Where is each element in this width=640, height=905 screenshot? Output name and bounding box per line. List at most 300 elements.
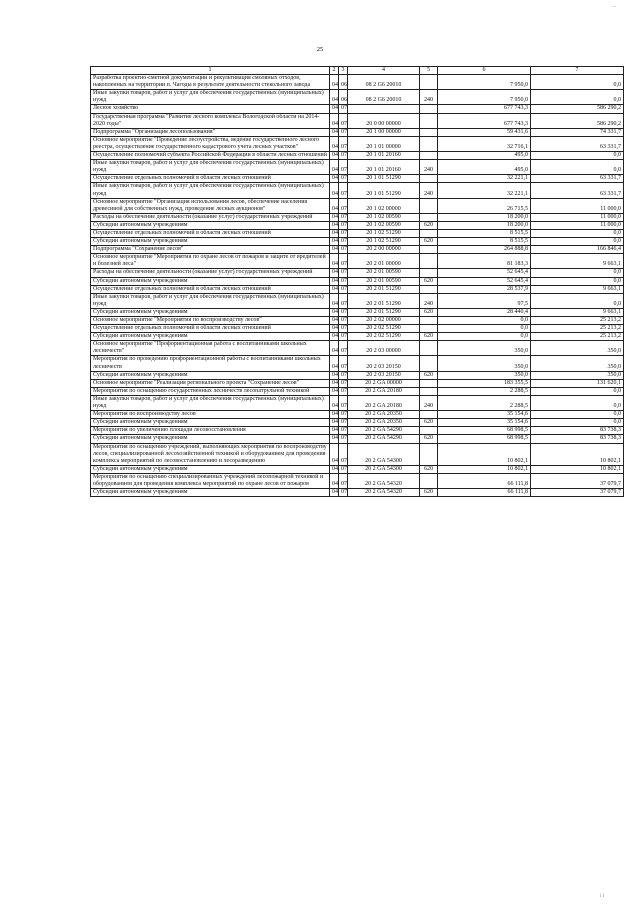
section-code: 04 [330, 246, 339, 254]
amount-col-7: 9 663,1 [531, 308, 624, 316]
amount-col-7: 166 846,4 [531, 246, 624, 254]
table-row [91, 293, 624, 308]
amount-col-7: 0,0 [531, 75, 624, 90]
amount-col-7: 74 331,7 [531, 128, 624, 136]
target-article-code: 20 1 01 51290 [348, 175, 420, 183]
table-row [91, 325, 624, 333]
section-code: 04 [330, 387, 339, 395]
target-article-code: 20 2 01 00000 [348, 254, 420, 269]
table-row [91, 387, 624, 395]
row-name: Иные закупки товаров, работ и услуг для обеспечения государственных (муниципальных) нужд [91, 160, 330, 175]
target-article-code: 20 1 02 51290 [348, 229, 420, 237]
amount-col-6: 7 950,0 [438, 75, 531, 90]
row-name: Субсидии автономным учреждениям [91, 465, 330, 473]
amount-col-6: 68 998,5 [438, 435, 531, 443]
target-article-code: 20 1 02 00590 [348, 221, 420, 229]
target-article-code: 20 2 03 20150 [348, 371, 420, 379]
amount-col-7: 10 802,1 [531, 443, 624, 465]
table-row [91, 136, 624, 151]
target-article-code: 20 2 GA 54300 [348, 465, 420, 473]
amount-col-6: 35 154,6 [438, 411, 531, 419]
table-row [91, 489, 624, 497]
amount-col-7: 63 331,7 [531, 175, 624, 183]
amount-col-7: 0,0 [531, 395, 624, 410]
amount-col-6: 10 802,1 [438, 443, 531, 465]
subsection-code: 06 [339, 75, 348, 90]
subsection-code: 07 [339, 341, 348, 356]
table-row [91, 419, 624, 427]
table-row [91, 379, 624, 387]
row-name: Субсидии автономным учреждениям [91, 308, 330, 316]
subsection-code: 07 [339, 473, 348, 488]
row-name: Основное мероприятие "Проведение лесоустройства, ведение государственного лесного реестра, осуществление государственного кадастрового учета лесных участков" [91, 136, 330, 151]
amount-col-6: 8 515,5 [438, 238, 531, 246]
row-name: Субсидии автономным учреждениям [91, 333, 330, 341]
corner-mark-bottom: i l [600, 894, 605, 899]
row-name: Субсидии автономным учреждениям [91, 489, 330, 497]
row-name: Государственная программа "Развитие лесного комплекса Вологодской области на 2014-2020 годы" [91, 113, 330, 128]
subsection-code: 07 [339, 229, 348, 237]
section-code: 04 [330, 152, 339, 160]
section-code: 04 [330, 269, 339, 277]
table-row [91, 175, 624, 183]
amount-col-6: 59 431,6 [438, 128, 531, 136]
amount-col-6: 677 743,3 [438, 105, 531, 113]
amount-col-6: 264 888,8 [438, 246, 531, 254]
section-code: 04 [330, 221, 339, 229]
amount-col-6: 32 221,1 [438, 183, 531, 198]
target-article-code: 20 1 01 20160 [348, 160, 420, 175]
expense-type-code [420, 128, 438, 136]
table-row [91, 308, 624, 316]
target-article-code: 08 2 G6 20010 [348, 75, 420, 90]
row-name: Основное мероприятие "Профориентационная работа с воспитанниками школьных лесничеств" [91, 341, 330, 356]
expense-type-code [420, 113, 438, 128]
section-code: 04 [330, 371, 339, 379]
table-row [91, 411, 624, 419]
column-header: 6 [438, 67, 531, 75]
target-article-code: 20 2 03 20150 [348, 356, 420, 371]
expense-type-code [420, 152, 438, 160]
expense-type-code: 240 [420, 160, 438, 175]
row-name: Иные закупки товаров, работ и услуг для обеспечения государственных (муниципальных) нужд [91, 395, 330, 410]
expense-type-code [420, 254, 438, 269]
expense-type-code [420, 341, 438, 356]
row-name: Осуществление отдельных полномочий в области лесных отношений [91, 229, 330, 237]
row-name: Субсидии автономным учреждениям [91, 238, 330, 246]
row-name: Мероприятия по оснащению государственных лесничеств лесопатрульной техникой [91, 387, 330, 395]
row-name: Осуществление отдельных полномочий в области лесных отношений [91, 325, 330, 333]
subsection-code: 07 [339, 269, 348, 277]
subsection-code: 07 [339, 379, 348, 387]
section-code: 04 [330, 105, 339, 113]
section-code: 04 [330, 213, 339, 221]
corner-mark-top: ... [612, 4, 616, 9]
section-code: 04 [330, 113, 339, 128]
section-code: 04 [330, 198, 339, 213]
subsection-code: 07 [339, 128, 348, 136]
expense-type-code: 620 [420, 465, 438, 473]
amount-col-6: 183 355,5 [438, 379, 531, 387]
subsection-code: 07 [339, 183, 348, 198]
section-code: 04 [330, 254, 339, 269]
table-row [91, 277, 624, 285]
column-header: 7 [531, 67, 624, 75]
row-name: Подпрограмма "Организация лесопользования" [91, 128, 330, 136]
expense-type-code [420, 269, 438, 277]
table-row [91, 128, 624, 136]
section-code: 04 [330, 435, 339, 443]
section-code: 04 [330, 411, 339, 419]
expense-type-code [420, 229, 438, 237]
row-name: Осуществление полномочий субъекта Российской Федерации в области лесных отношений [91, 152, 330, 160]
amount-col-6: 0,0 [438, 325, 531, 333]
table-row [91, 435, 624, 443]
amount-col-6: 66 111,8 [438, 489, 531, 497]
section-code: 04 [330, 183, 339, 198]
amount-col-6: 2 288,5 [438, 395, 531, 410]
target-article-code: 20 2 01 51290 [348, 293, 420, 308]
expense-type-code [420, 473, 438, 488]
table-row [91, 285, 624, 293]
target-article-code: 20 2 00 00000 [348, 246, 420, 254]
target-article-code: 20 1 00 00000 [348, 128, 420, 136]
table-row [91, 213, 624, 221]
amount-col-7: 37 079,7 [531, 473, 624, 488]
target-article-code: 20 1 01 00000 [348, 136, 420, 151]
subsection-code: 07 [339, 356, 348, 371]
expense-type-code: 240 [420, 395, 438, 410]
amount-col-7: 63 331,7 [531, 183, 624, 198]
section-code: 04 [330, 90, 339, 105]
table-row [91, 371, 624, 379]
expense-type-code: 240 [420, 293, 438, 308]
amount-col-6: 0,0 [438, 317, 531, 325]
expense-type-code [420, 198, 438, 213]
subsection-code: 07 [339, 317, 348, 325]
target-article-code: 20 2 02 51290 [348, 333, 420, 341]
row-name: Мероприятия по оснащению специализированных учреждений лесопожарной техникой и оборудованием для проведения комплекса мероприятий по охране лесов от пожаров [91, 473, 330, 488]
section-code: 04 [330, 333, 339, 341]
amount-col-7: 586 290,2 [531, 105, 624, 113]
subsection-code: 07 [339, 427, 348, 435]
column-header: 4 [348, 67, 420, 75]
column-header: 2 [330, 67, 339, 75]
table-row [91, 341, 624, 356]
expense-type-code: 620 [420, 419, 438, 427]
expense-type-code: 620 [420, 371, 438, 379]
subsection-code: 07 [339, 160, 348, 175]
subsection-code: 07 [339, 395, 348, 410]
section-code: 04 [330, 308, 339, 316]
amount-col-6: 350,0 [438, 341, 531, 356]
row-name: Субсидии автономным учреждениям [91, 419, 330, 427]
expense-type-code [420, 105, 438, 113]
amount-col-7: 83 738,3 [531, 435, 624, 443]
row-name: Разработка проектно-сметной документации и рекультивация смоляных отходов, накопленных на территории п. Чагоды в результате деятельности стекольного завода [91, 75, 330, 90]
target-article-code: 20 1 02 00590 [348, 213, 420, 221]
section-code: 04 [330, 277, 339, 285]
section-code: 04 [330, 293, 339, 308]
amount-col-7: 25 213,2 [531, 317, 624, 325]
subsection-code: 07 [339, 489, 348, 497]
amount-col-7: 10 802,1 [531, 465, 624, 473]
amount-col-7: 0,0 [531, 152, 624, 160]
table-row [91, 427, 624, 435]
amount-col-7: 131 620,1 [531, 379, 624, 387]
expense-type-code: 620 [420, 238, 438, 246]
subsection-code: 07 [339, 213, 348, 221]
subsection-code: 07 [339, 325, 348, 333]
table-row [91, 113, 624, 128]
amount-col-6: 7 950,0 [438, 90, 531, 105]
target-article-code: 20 2 GA 20180 [348, 387, 420, 395]
amount-col-7: 0,0 [531, 238, 624, 246]
subsection-code: 07 [339, 221, 348, 229]
target-article-code: 20 2 01 51290 [348, 308, 420, 316]
amount-col-6: 28 440,4 [438, 308, 531, 316]
subsection-code: 07 [339, 419, 348, 427]
amount-col-7: 0,0 [531, 229, 624, 237]
row-name: Мероприятия по проведению профориентационной работы с воспитанниками школьных лесничеств [91, 356, 330, 371]
section-code: 04 [330, 395, 339, 410]
amount-col-7: 0,0 [531, 277, 624, 285]
expense-type-code: 620 [420, 333, 438, 341]
section-code: 04 [330, 356, 339, 371]
target-article-code: 20 1 02 00000 [348, 198, 420, 213]
amount-col-7: 0,0 [531, 411, 624, 419]
section-code: 04 [330, 427, 339, 435]
amount-col-7: 11 000,0 [531, 198, 624, 213]
amount-col-6: 97,5 [438, 293, 531, 308]
column-header: 5 [420, 67, 438, 75]
amount-col-6: 350,0 [438, 371, 531, 379]
expense-type-code [420, 285, 438, 293]
amount-col-6: 32 716,1 [438, 136, 531, 151]
target-article-code [348, 105, 420, 113]
amount-col-7: 0,0 [531, 90, 624, 105]
table-row [91, 269, 624, 277]
expense-type-code [420, 427, 438, 435]
subsection-code: 07 [339, 113, 348, 128]
amount-col-7: 0,0 [531, 160, 624, 175]
amount-col-6: 52 645,4 [438, 277, 531, 285]
amount-col-6: 18 200,0 [438, 213, 531, 221]
row-name: Субсидии автономным учреждениям [91, 221, 330, 229]
row-name: Подпрограмма "Сохранение лесов" [91, 246, 330, 254]
target-article-code: 20 2 02 51290 [348, 325, 420, 333]
target-article-code: 20 2 01 51290 [348, 285, 420, 293]
section-code: 04 [330, 136, 339, 151]
table-row [91, 465, 624, 473]
subsection-code: 07 [339, 136, 348, 151]
expense-type-code [420, 175, 438, 183]
expense-type-code: 620 [420, 308, 438, 316]
table-row [91, 75, 624, 90]
row-name: Субсидии автономным учреждениям [91, 277, 330, 285]
subsection-code: 07 [339, 285, 348, 293]
table-row [91, 90, 624, 105]
amount-col-6: 350,0 [438, 356, 531, 371]
amount-col-7: 63 331,7 [531, 136, 624, 151]
target-article-code: 20 2 01 00590 [348, 269, 420, 277]
subsection-code: 07 [339, 254, 348, 269]
section-code: 04 [330, 379, 339, 387]
expense-type-code: 620 [420, 489, 438, 497]
subsection-code: 07 [339, 293, 348, 308]
row-name: Основное мероприятие "Реализация регионального проекта "Сохранение лесов" [91, 379, 330, 387]
subsection-code: 07 [339, 443, 348, 465]
amount-col-6: 495,0 [438, 160, 531, 175]
column-header: 3 [339, 67, 348, 75]
table-row [91, 317, 624, 325]
row-name: Осуществление отдельных полномочий в области лесных отношений [91, 285, 330, 293]
subsection-code: 07 [339, 152, 348, 160]
target-article-code: 20 2 GA 20180 [348, 395, 420, 410]
section-code: 04 [330, 473, 339, 488]
expense-type-code: 620 [420, 435, 438, 443]
subsection-code: 07 [339, 411, 348, 419]
section-code: 04 [330, 465, 339, 473]
target-article-code: 20 2 GA 54290 [348, 435, 420, 443]
expense-type-code [420, 317, 438, 325]
target-article-code: 20 2 GA 54290 [348, 427, 420, 435]
amount-col-7: 37 079,7 [531, 489, 624, 497]
expense-type-code [420, 443, 438, 465]
budget-table [90, 66, 624, 497]
amount-col-6: 8 515,5 [438, 229, 531, 237]
target-article-code: 20 0 00 00000 [348, 113, 420, 128]
row-name: Иные закупки товаров, работ и услуг для обеспечения государственных (муниципальных) нужд [91, 183, 330, 198]
table-row [91, 356, 624, 371]
amount-col-6: 2 288,5 [438, 387, 531, 395]
amount-col-7: 0,0 [531, 419, 624, 427]
section-code: 04 [330, 443, 339, 465]
table-row [91, 395, 624, 410]
expense-type-code: 240 [420, 90, 438, 105]
section-code: 04 [330, 419, 339, 427]
amount-col-6: 35 154,6 [438, 419, 531, 427]
section-code: 04 [330, 285, 339, 293]
amount-col-7: 0,0 [531, 387, 624, 395]
row-name: Иные закупки товаров, работ и услуг для обеспечения государственных (муниципальных) нужд [91, 293, 330, 308]
expense-type-code [420, 325, 438, 333]
amount-col-7: 11 000,0 [531, 221, 624, 229]
table-row [91, 183, 624, 198]
table-row [91, 221, 624, 229]
amount-col-7: 9 663,1 [531, 285, 624, 293]
table-row [91, 246, 624, 254]
section-code: 04 [330, 341, 339, 356]
expense-type-code [420, 213, 438, 221]
amount-col-7: 0,0 [531, 269, 624, 277]
subsection-code: 07 [339, 175, 348, 183]
amount-col-7: 350,0 [531, 371, 624, 379]
amount-col-6: 18 200,0 [438, 221, 531, 229]
row-name: Иные закупки товаров, работ и услуг для обеспечения государственных (муниципальных) нужд [91, 90, 330, 105]
row-name: Мероприятия по воспроизводству лесов [91, 411, 330, 419]
table-row [91, 229, 624, 237]
row-name: Лесное хозяйство [91, 105, 330, 113]
subsection-code: 07 [339, 246, 348, 254]
table-row [91, 443, 624, 465]
subsection-code: 07 [339, 387, 348, 395]
target-article-code: 20 2 03 00000 [348, 341, 420, 356]
section-code: 04 [330, 325, 339, 333]
expense-type-code [420, 246, 438, 254]
column-header: 1 [91, 67, 330, 75]
subsection-code: 07 [339, 198, 348, 213]
expense-type-code: 620 [420, 221, 438, 229]
table-row [91, 254, 624, 269]
subsection-code: 07 [339, 333, 348, 341]
row-name: Мероприятия по оснащению учреждений, выполняющих мероприятия по воспроизводству лесов, специализированной лесохозяйственной техникой и оборудованием для проведения комплекса мероприятий по лесовосстановлению и лесоразведению [91, 443, 330, 465]
target-article-code: 20 2 GA 00000 [348, 379, 420, 387]
row-name: Расходы на обеспечение деятельности (оказание услуг) государственных учреждений [91, 269, 330, 277]
table-row [91, 333, 624, 341]
amount-col-7: 350,0 [531, 356, 624, 371]
subsection-code: 07 [339, 105, 348, 113]
section-code: 04 [330, 175, 339, 183]
expense-type-code [420, 356, 438, 371]
target-article-code: 20 1 02 51290 [348, 238, 420, 246]
table-row [91, 152, 624, 160]
amount-col-6: 81 183,3 [438, 254, 531, 269]
target-article-code: 20 2 02 00000 [348, 317, 420, 325]
section-code: 04 [330, 238, 339, 246]
section-code: 04 [330, 75, 339, 90]
target-article-code: 20 1 01 20160 [348, 152, 420, 160]
amount-col-6: 28 537,9 [438, 285, 531, 293]
subsection-code: 07 [339, 308, 348, 316]
table-row [91, 238, 624, 246]
target-article-code: 20 1 01 51290 [348, 183, 420, 198]
amount-col-6: 0,0 [438, 333, 531, 341]
row-name: Расходы на обеспечение деятельности (оказание услуг) государственных учреждений [91, 213, 330, 221]
expense-type-code: 240 [420, 183, 438, 198]
table-row [91, 160, 624, 175]
target-article-code: 20 2 GA 54320 [348, 473, 420, 488]
table-header-row [91, 67, 624, 75]
amount-col-7: 11 000,0 [531, 213, 624, 221]
table-row [91, 473, 624, 488]
row-name: Субсидии автономным учреждениям [91, 435, 330, 443]
row-name: Основное мероприятие "Мероприятия по охране лесов от пожаров и защите от вредителей и болезней леса" [91, 254, 330, 269]
amount-col-6: 26 715,5 [438, 198, 531, 213]
section-code: 04 [330, 489, 339, 497]
expense-type-code: 620 [420, 277, 438, 285]
amount-col-7: 0,0 [531, 293, 624, 308]
expense-type-code [420, 136, 438, 151]
subsection-code: 07 [339, 371, 348, 379]
table-row [91, 105, 624, 113]
row-name: Основное мероприятие "Мероприятия по воспроизводству лесов" [91, 317, 330, 325]
row-name: Субсидии автономным учреждениям [91, 371, 330, 379]
expense-type-code [420, 75, 438, 90]
row-name: Мероприятия по увеличению площади лесовосстановления [91, 427, 330, 435]
target-article-code: 20 2 GA 54320 [348, 489, 420, 497]
amount-col-6: 10 802,1 [438, 465, 531, 473]
subsection-code: 07 [339, 277, 348, 285]
amount-col-7: 350,0 [531, 341, 624, 356]
page-number: 25 [316, 46, 324, 53]
expense-type-code [420, 411, 438, 419]
section-code: 04 [330, 317, 339, 325]
subsection-code: 07 [339, 238, 348, 246]
amount-col-6: 68 998,5 [438, 427, 531, 435]
subsection-code: 07 [339, 435, 348, 443]
section-code: 04 [330, 128, 339, 136]
